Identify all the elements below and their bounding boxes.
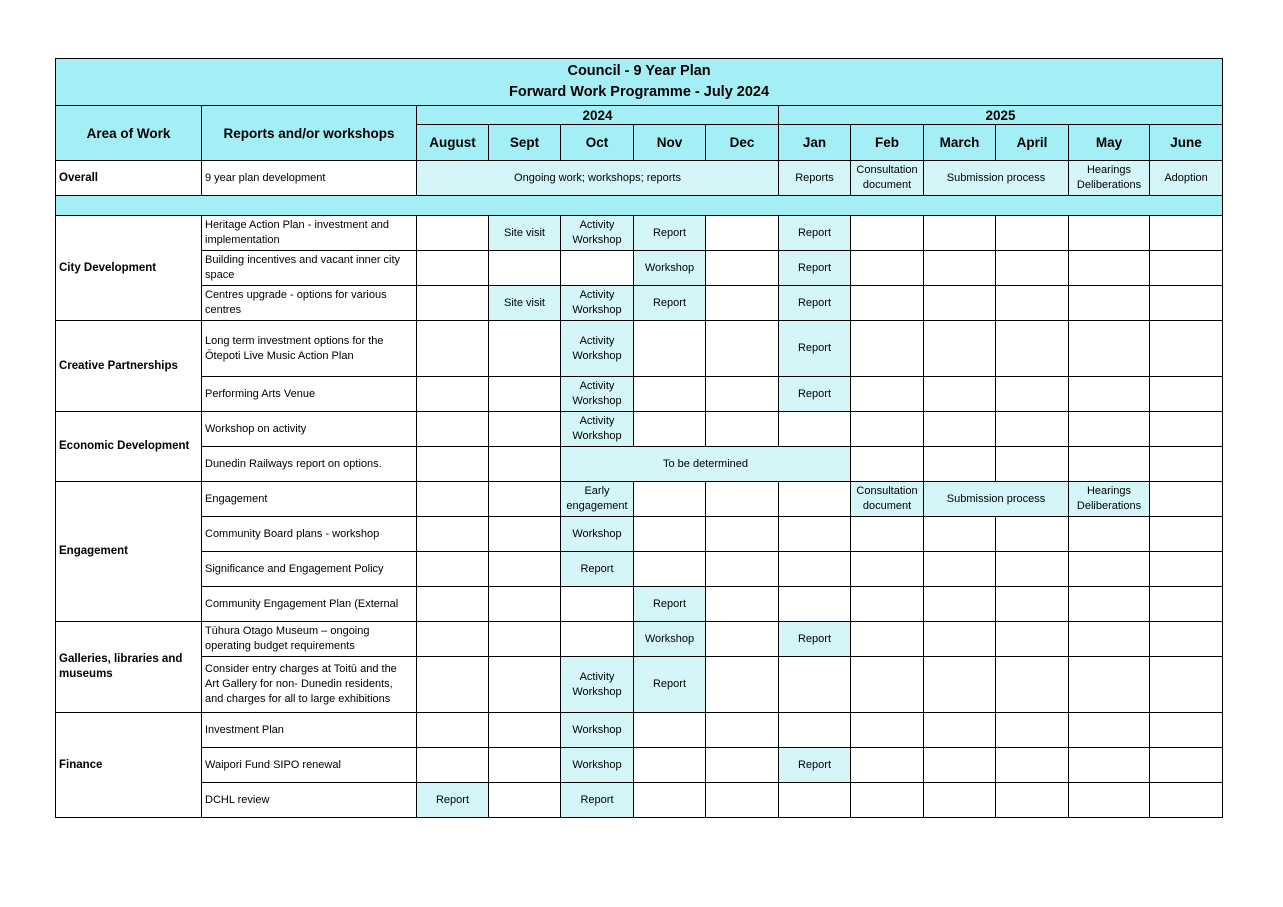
empty-cell bbox=[1069, 713, 1150, 748]
area-cell: Overall bbox=[56, 161, 202, 196]
empty-cell bbox=[924, 748, 996, 783]
empty-cell bbox=[924, 412, 996, 447]
empty-cell bbox=[996, 748, 1069, 783]
empty-cell bbox=[1069, 216, 1150, 251]
section-divider bbox=[56, 196, 1223, 216]
header-month-dec: Dec bbox=[706, 125, 779, 161]
empty-cell bbox=[924, 783, 996, 818]
empty-cell bbox=[1150, 321, 1223, 377]
empty-cell bbox=[924, 447, 996, 482]
timeline-cell: Activity Workshop bbox=[561, 286, 634, 321]
timeline-cell: Report bbox=[634, 286, 706, 321]
timeline-cell: Activity Workshop bbox=[561, 377, 634, 412]
empty-cell bbox=[417, 657, 489, 713]
empty-cell bbox=[851, 251, 924, 286]
header-month-april: April bbox=[996, 125, 1069, 161]
empty-cell bbox=[924, 657, 996, 713]
timeline-cell: Ongoing work; workshops; reports bbox=[417, 161, 779, 196]
empty-cell bbox=[851, 517, 924, 552]
empty-cell bbox=[851, 377, 924, 412]
empty-cell bbox=[779, 482, 851, 517]
empty-cell bbox=[924, 552, 996, 587]
table-row bbox=[56, 161, 1223, 196]
empty-cell bbox=[634, 713, 706, 748]
empty-cell bbox=[417, 587, 489, 622]
header-reports-workshops: Reports and/or workshops bbox=[202, 106, 417, 161]
empty-cell bbox=[706, 587, 779, 622]
title-line-2: Forward Work Programme - July 2024 bbox=[509, 84, 770, 100]
empty-cell bbox=[924, 377, 996, 412]
empty-cell bbox=[489, 321, 561, 377]
empty-cell bbox=[1069, 587, 1150, 622]
empty-cell bbox=[634, 783, 706, 818]
item-cell: Centres upgrade - options for various centres bbox=[202, 286, 417, 321]
header-month-nov: Nov bbox=[634, 125, 706, 161]
timeline-cell: Activity Workshop bbox=[561, 216, 634, 251]
empty-cell bbox=[851, 783, 924, 818]
empty-cell bbox=[417, 713, 489, 748]
area-cell: Finance bbox=[56, 713, 202, 818]
item-cell: Community Board plans - workshop bbox=[202, 517, 417, 552]
empty-cell bbox=[996, 552, 1069, 587]
empty-cell bbox=[561, 251, 634, 286]
title-line-1: Council - 9 Year Plan bbox=[567, 63, 711, 79]
timeline-cell: Hearings Deliberations bbox=[1069, 482, 1150, 517]
empty-cell bbox=[996, 622, 1069, 657]
empty-cell bbox=[779, 657, 851, 713]
empty-cell bbox=[1150, 748, 1223, 783]
empty-cell bbox=[1150, 622, 1223, 657]
header-month-oct: Oct bbox=[561, 125, 634, 161]
empty-cell bbox=[706, 713, 779, 748]
empty-cell bbox=[634, 552, 706, 587]
empty-cell bbox=[706, 552, 779, 587]
empty-cell bbox=[779, 587, 851, 622]
timeline-cell: Consultation document bbox=[851, 161, 924, 196]
table-row bbox=[56, 321, 1223, 377]
empty-cell bbox=[489, 783, 561, 818]
table-row bbox=[56, 286, 1223, 321]
empty-cell bbox=[924, 321, 996, 377]
empty-cell bbox=[634, 748, 706, 783]
header-month-jan: Jan bbox=[779, 125, 851, 161]
empty-cell bbox=[706, 783, 779, 818]
empty-cell bbox=[634, 412, 706, 447]
timeline-cell: Report bbox=[561, 783, 634, 818]
empty-cell bbox=[417, 482, 489, 517]
empty-cell bbox=[1069, 377, 1150, 412]
empty-cell bbox=[489, 622, 561, 657]
empty-cell bbox=[417, 286, 489, 321]
table-row bbox=[56, 517, 1223, 552]
item-cell: Dunedin Railways report on options. bbox=[202, 447, 417, 482]
header-area-of-work: Area of Work bbox=[56, 106, 202, 161]
header-year-2025: 2025 bbox=[779, 106, 1223, 125]
empty-cell bbox=[489, 552, 561, 587]
table-row bbox=[56, 552, 1223, 587]
empty-cell bbox=[779, 412, 851, 447]
empty-cell bbox=[706, 412, 779, 447]
timeline-cell: Hearings Deliberations bbox=[1069, 161, 1150, 196]
timeline-cell: Reports bbox=[779, 161, 851, 196]
empty-cell bbox=[996, 286, 1069, 321]
item-cell: Tūhura Otago Museum – ongoing operating budget requirements bbox=[202, 622, 417, 657]
timeline-cell: Report bbox=[634, 657, 706, 713]
area-cell: Galleries, libraries and museums bbox=[56, 622, 202, 713]
empty-cell bbox=[1150, 517, 1223, 552]
empty-cell bbox=[1069, 657, 1150, 713]
empty-cell bbox=[996, 713, 1069, 748]
timeline-cell: Report bbox=[634, 216, 706, 251]
timeline-cell: Report bbox=[634, 587, 706, 622]
timeline-cell: Site visit bbox=[489, 286, 561, 321]
area-cell: Creative Partnerships bbox=[56, 321, 202, 412]
empty-cell bbox=[1150, 251, 1223, 286]
empty-cell bbox=[1150, 377, 1223, 412]
timeline-cell: Workshop bbox=[634, 622, 706, 657]
empty-cell bbox=[489, 377, 561, 412]
empty-cell bbox=[706, 517, 779, 552]
table-row bbox=[56, 748, 1223, 783]
empty-cell bbox=[489, 657, 561, 713]
area-cell: City Development bbox=[56, 216, 202, 321]
empty-cell bbox=[634, 517, 706, 552]
timeline-cell: Workshop bbox=[634, 251, 706, 286]
header-month-march: March bbox=[924, 125, 996, 161]
table-row bbox=[56, 783, 1223, 818]
item-cell: Workshop on activity bbox=[202, 412, 417, 447]
empty-cell bbox=[634, 377, 706, 412]
empty-cell bbox=[1150, 447, 1223, 482]
timeline-cell: Activity Workshop bbox=[561, 412, 634, 447]
table-row bbox=[56, 377, 1223, 412]
empty-cell bbox=[489, 587, 561, 622]
table-title bbox=[56, 59, 1223, 106]
empty-cell bbox=[851, 552, 924, 587]
empty-cell bbox=[779, 517, 851, 552]
empty-cell bbox=[996, 216, 1069, 251]
item-cell: Consider entry charges at Toitū and the Art Gallery for non- Dunedin residents, and charges for all to large exhibitions bbox=[202, 657, 417, 713]
empty-cell bbox=[924, 251, 996, 286]
item-cell: Heritage Action Plan - investment and implementation bbox=[202, 216, 417, 251]
empty-cell bbox=[996, 587, 1069, 622]
table-row bbox=[56, 657, 1223, 713]
empty-cell bbox=[851, 447, 924, 482]
timeline-cell: Report bbox=[779, 377, 851, 412]
empty-cell bbox=[706, 748, 779, 783]
empty-cell bbox=[489, 482, 561, 517]
header-year-2024: 2024 bbox=[417, 106, 779, 125]
empty-cell bbox=[1069, 517, 1150, 552]
empty-cell bbox=[489, 412, 561, 447]
empty-cell bbox=[417, 447, 489, 482]
item-cell: Performing Arts Venue bbox=[202, 377, 417, 412]
empty-cell bbox=[924, 216, 996, 251]
empty-cell bbox=[996, 657, 1069, 713]
empty-cell bbox=[706, 377, 779, 412]
empty-cell bbox=[1069, 783, 1150, 818]
timeline-cell: Report bbox=[779, 216, 851, 251]
timeline-cell: Report bbox=[779, 321, 851, 377]
header-month-august: August bbox=[417, 125, 489, 161]
empty-cell bbox=[779, 552, 851, 587]
empty-cell bbox=[996, 412, 1069, 447]
timeline-cell: To be determined bbox=[561, 447, 851, 482]
empty-cell bbox=[561, 622, 634, 657]
item-cell: Significance and Engagement Policy bbox=[202, 552, 417, 587]
empty-cell bbox=[1150, 482, 1223, 517]
timeline-cell: Report bbox=[561, 552, 634, 587]
empty-cell bbox=[489, 713, 561, 748]
empty-cell bbox=[851, 713, 924, 748]
area-cell: Engagement bbox=[56, 482, 202, 622]
empty-cell bbox=[634, 321, 706, 377]
timeline-cell: Report bbox=[779, 622, 851, 657]
item-cell: 9 year plan development bbox=[202, 161, 417, 196]
empty-cell bbox=[417, 412, 489, 447]
empty-cell bbox=[706, 286, 779, 321]
timeline-cell: Report bbox=[779, 251, 851, 286]
header-month-may: May bbox=[1069, 125, 1150, 161]
empty-cell bbox=[996, 517, 1069, 552]
empty-cell bbox=[706, 321, 779, 377]
empty-cell bbox=[1150, 412, 1223, 447]
empty-cell bbox=[561, 587, 634, 622]
area-cell: Economic Development bbox=[56, 412, 202, 482]
empty-cell bbox=[1069, 321, 1150, 377]
empty-cell bbox=[634, 482, 706, 517]
table-row bbox=[56, 412, 1223, 447]
table-row bbox=[56, 216, 1223, 251]
empty-cell bbox=[996, 377, 1069, 412]
empty-cell bbox=[996, 783, 1069, 818]
empty-cell bbox=[851, 748, 924, 783]
empty-cell bbox=[706, 482, 779, 517]
empty-cell bbox=[924, 587, 996, 622]
table-row bbox=[56, 587, 1223, 622]
empty-cell bbox=[851, 321, 924, 377]
empty-cell bbox=[924, 713, 996, 748]
timeline-cell: Report bbox=[779, 748, 851, 783]
item-cell: Building incentives and vacant inner city space bbox=[202, 251, 417, 286]
empty-cell bbox=[924, 517, 996, 552]
timeline-cell: Consultation document bbox=[851, 482, 924, 517]
empty-cell bbox=[1150, 286, 1223, 321]
empty-cell bbox=[779, 783, 851, 818]
timeline-cell: Adoption bbox=[1150, 161, 1223, 196]
header-month-sept: Sept bbox=[489, 125, 561, 161]
item-cell: Community Engagement Plan (External bbox=[202, 587, 417, 622]
empty-cell bbox=[1069, 748, 1150, 783]
empty-cell bbox=[1069, 622, 1150, 657]
empty-cell bbox=[1150, 713, 1223, 748]
empty-cell bbox=[1069, 251, 1150, 286]
empty-cell bbox=[706, 657, 779, 713]
forward-work-programme-table bbox=[55, 58, 1223, 818]
table-row bbox=[56, 713, 1223, 748]
empty-cell bbox=[1069, 412, 1150, 447]
empty-cell bbox=[924, 622, 996, 657]
empty-cell bbox=[1069, 552, 1150, 587]
empty-cell bbox=[489, 251, 561, 286]
timeline-cell: Site visit bbox=[489, 216, 561, 251]
empty-cell bbox=[489, 748, 561, 783]
table-row bbox=[56, 251, 1223, 286]
item-cell: DCHL review bbox=[202, 783, 417, 818]
empty-cell bbox=[851, 286, 924, 321]
empty-cell bbox=[1150, 587, 1223, 622]
timeline-cell: Submission process bbox=[924, 482, 1069, 517]
table-row bbox=[56, 622, 1223, 657]
empty-cell bbox=[417, 552, 489, 587]
item-cell: Long term investment options for the Ōtepoti Live Music Action Plan bbox=[202, 321, 417, 377]
item-cell: Investment Plan bbox=[202, 713, 417, 748]
empty-cell bbox=[851, 622, 924, 657]
timeline-cell: Activity Workshop bbox=[561, 657, 634, 713]
empty-cell bbox=[489, 517, 561, 552]
empty-cell bbox=[1150, 783, 1223, 818]
empty-cell bbox=[851, 412, 924, 447]
empty-cell bbox=[851, 216, 924, 251]
empty-cell bbox=[924, 286, 996, 321]
empty-cell bbox=[417, 216, 489, 251]
empty-cell bbox=[417, 251, 489, 286]
empty-cell bbox=[417, 377, 489, 412]
timeline-cell: Workshop bbox=[561, 517, 634, 552]
timeline-cell: Submission process bbox=[924, 161, 1069, 196]
empty-cell bbox=[1150, 552, 1223, 587]
empty-cell bbox=[1150, 657, 1223, 713]
empty-cell bbox=[706, 622, 779, 657]
empty-cell bbox=[417, 748, 489, 783]
header-month-feb: Feb bbox=[851, 125, 924, 161]
header-month-june: June bbox=[1150, 125, 1223, 161]
empty-cell bbox=[706, 251, 779, 286]
timeline-cell: Workshop bbox=[561, 713, 634, 748]
item-cell: Engagement bbox=[202, 482, 417, 517]
timeline-cell: Early engagement bbox=[561, 482, 634, 517]
table-row bbox=[56, 482, 1223, 517]
timeline-cell: Workshop bbox=[561, 748, 634, 783]
empty-cell bbox=[851, 657, 924, 713]
timeline-cell: Report bbox=[417, 783, 489, 818]
empty-cell bbox=[417, 321, 489, 377]
empty-cell bbox=[1069, 447, 1150, 482]
empty-cell bbox=[779, 713, 851, 748]
empty-cell bbox=[1069, 286, 1150, 321]
empty-cell bbox=[996, 447, 1069, 482]
empty-cell bbox=[996, 321, 1069, 377]
table-row bbox=[56, 447, 1223, 482]
empty-cell bbox=[706, 216, 779, 251]
empty-cell bbox=[489, 447, 561, 482]
empty-cell bbox=[851, 587, 924, 622]
empty-cell bbox=[417, 622, 489, 657]
item-cell: Waipori Fund SIPO renewal bbox=[202, 748, 417, 783]
timeline-cell: Activity Workshop bbox=[561, 321, 634, 377]
timeline-cell: Report bbox=[779, 286, 851, 321]
empty-cell bbox=[996, 251, 1069, 286]
empty-cell bbox=[1150, 216, 1223, 251]
empty-cell bbox=[417, 517, 489, 552]
